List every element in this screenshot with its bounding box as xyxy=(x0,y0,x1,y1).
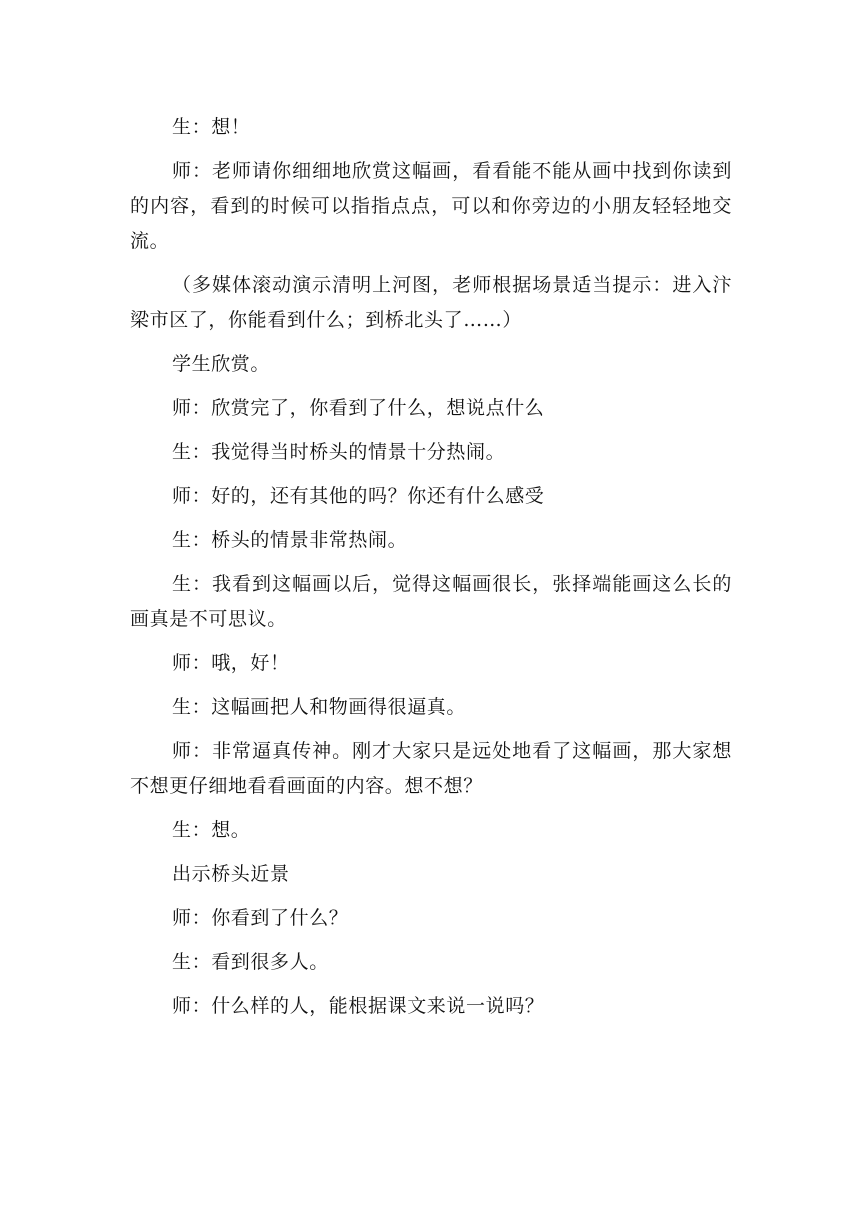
paragraph: 生：看到很多人。 xyxy=(172,951,329,973)
paragraph: 师：什么样的人，能根据课文来说一说吗？ xyxy=(172,995,545,1017)
paragraph: 生：我看到这幅画以后，觉得这幅画很长，张择端能画这么长的画真是不可思议。 xyxy=(130,573,732,630)
paragraph: 师：哦，好！ xyxy=(172,652,290,674)
paragraph: 师：好的，还有其他的吗？你还有什么感受 xyxy=(172,485,545,507)
paragraph: 生：这幅画把人和物画得很逼真。 xyxy=(172,696,467,718)
paragraph: 生：想。 xyxy=(172,819,251,841)
paragraph: 生：我觉得当时桥头的情景十分热闹。 xyxy=(172,441,506,463)
paragraph: （多媒体滚动演示清明上河图，老师根据场景适当提示：进入汴梁市区了，你能看到什么；到桥北头了……） xyxy=(130,274,732,331)
paragraph: 出示桥头近景 xyxy=(172,863,290,885)
paragraph: 生：桥头的情景非常热闹。 xyxy=(172,529,408,551)
paragraph: 师：非常逼真传神。刚才大家只是远处地看了这幅画，那大家想不想更仔细地看看画面的内容。想不想？ xyxy=(130,740,732,797)
paragraph: 师：欣赏完了，你看到了什么，想说点什么 xyxy=(172,397,545,419)
paragraph: 师：老师请你细细地欣赏这幅画，看看能不能从画中找到你读到的内容，看到的时候可以指指点点，可以和你旁边的小朋友轻轻地交流。 xyxy=(130,160,732,252)
document-body xyxy=(130,110,732,1033)
paragraph: 师：你看到了什么？ xyxy=(172,907,349,929)
paragraph: 生：想！ xyxy=(172,116,251,138)
paragraph: 学生欣赏。 xyxy=(172,353,271,375)
